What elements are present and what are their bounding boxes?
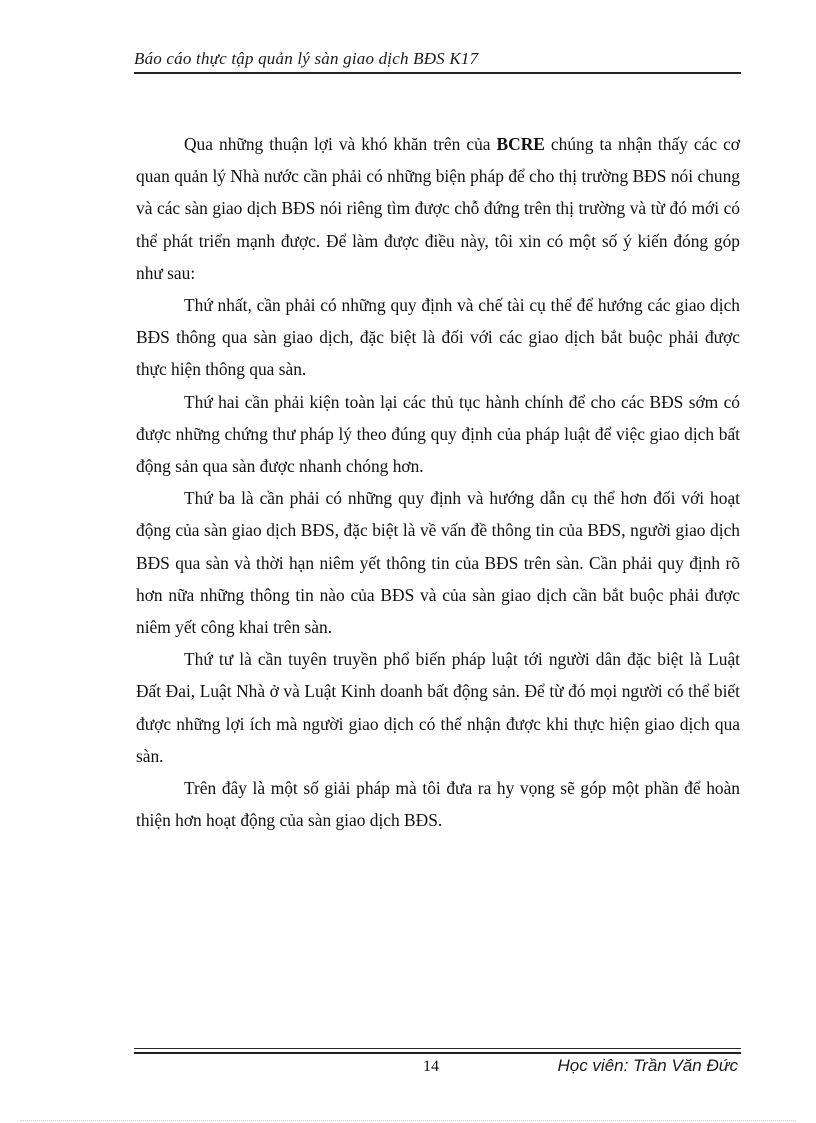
footer-rule-thin xyxy=(134,1048,741,1049)
footer-rule-thick xyxy=(134,1052,741,1054)
running-header: Báo cáo thực tập quản lý sàn giao dịch BĐS K17 xyxy=(134,49,479,68)
paragraph-second-solution: Thứ hai cần phải kiện toàn lại các thủ tục hành chính để cho các BĐS sớm có được những chứng thư pháp lý theo đúng quy định của pháp luật để việc giao dịch bất động sản qua sàn được nhanh chóng hơn. xyxy=(136,391,740,477)
page-bottom-edge xyxy=(20,1120,796,1121)
document-body xyxy=(136,128,740,836)
paragraph-conclusion: Trên đây là một số giải pháp mà tôi đưa ra hy vọng sẽ góp một phần để hoàn thiện hơn hoạt động của sàn giao dịch BĐS. xyxy=(136,778,740,831)
paragraph-intro-rest: chúng ta nhận thấy các cơ quan quản lý Nhà nước cần phải có những biện pháp để cho thị trường BĐS nói chung và các sàn giao dịch BĐS nói riêng tìm được chỗ đứng trên thị trường và từ đó mới có thể phát triển mạnh được. Để làm được điều này, tôi xin có một số ý kiến đóng góp như sau: xyxy=(136,134,740,283)
author-credit: Học viên: Trần Văn Đức xyxy=(557,1056,738,1075)
company-name-bold: BCRE xyxy=(496,134,545,154)
paragraph-fourth-solution: Thứ tư là cần tuyên truyền phổ biến pháp luật tới người dân đặc biệt là Luật Đất Đai, Luật Nhà ở và Luật Kinh doanh bất động sản. Để từ đó mọi người có thể biết được những lợi ích mà người giao dịch có thể nhận được khi thực hiện giao dịch qua sàn. xyxy=(136,649,740,766)
header-rule xyxy=(134,72,741,74)
paragraph-intro-start: Qua những thuận lợi và khó khăn trên của xyxy=(184,134,497,154)
paragraph-third-solution: Thứ ba là cần phải có những quy định và hướng dẫn cụ thể hơn đối với hoạt động của sàn giao dịch BĐS, đặc biệt là về vấn đề thông tin của BĐS, người giao dịch BĐS qua sàn và thời hạn niêm yết thông tin của BĐS trên sàn. Cần phải quy định rõ hơn nữa những thông tin nào của BĐS và của sàn giao dịch cần bắt buộc phải được niêm yết công khai trên sàn. xyxy=(136,488,740,638)
page-number: 14 xyxy=(423,1058,439,1075)
paragraph-intro xyxy=(136,128,740,289)
paragraph-first-solution: Thứ nhất, cần phải có những quy định và chế tài cụ thể để hướng các giao dịch BĐS thông qua sàn giao dịch, đặc biệt là đối với các giao dịch bắt buộc phải được thực hiện thông qua sàn. xyxy=(136,295,740,380)
